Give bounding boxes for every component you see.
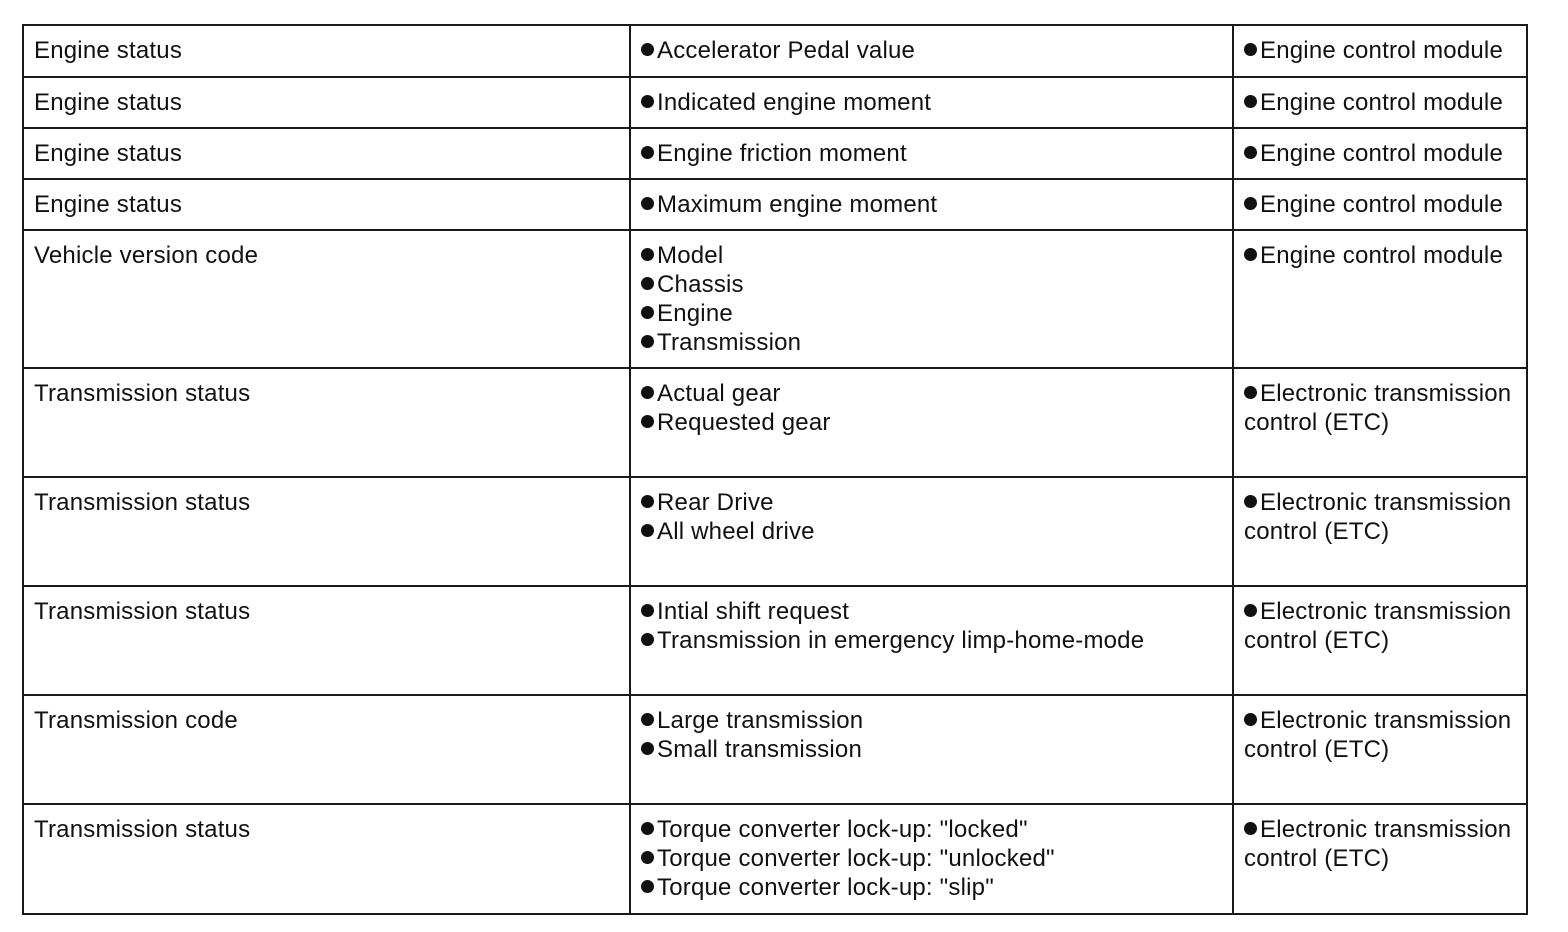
detail-item: Torque converter lock-up: "unlocked" [641, 844, 1222, 873]
detail-item: Maximum engine moment [641, 190, 1222, 219]
bullet-dot-icon [641, 822, 654, 835]
source-item: Electronic transmission control (ETC) [1244, 598, 1512, 654]
signal-cell [23, 368, 630, 477]
detail-item: Rear Drive [641, 488, 1222, 517]
signal-text: Engine status [34, 140, 183, 167]
signal-cell [23, 804, 630, 914]
details-cell [630, 586, 1233, 695]
table-row [23, 586, 1527, 695]
signal-text: Engine status [34, 89, 183, 116]
source-item: Electronic transmission control (ETC) [1244, 816, 1512, 872]
document-page [22, 24, 1526, 915]
source-cell [1233, 128, 1527, 179]
table-row [23, 25, 1527, 77]
signal-text: Engine status [34, 191, 183, 218]
detail-item: Torque converter lock-up: "locked" [641, 815, 1222, 844]
bullet-dot-icon [641, 851, 654, 864]
bullet-dot-icon [641, 633, 654, 646]
table-row [23, 128, 1527, 179]
source-cell [1233, 477, 1527, 586]
table-row [23, 477, 1527, 586]
source-item: Electronic transmission control (ETC) [1244, 707, 1512, 763]
source-cell [1233, 695, 1527, 804]
bullet-dot-icon [641, 248, 654, 261]
source-cell [1233, 586, 1527, 695]
detail-item: Intial shift request [641, 597, 1222, 626]
source-cell [1233, 368, 1527, 477]
bullet-dot-icon [1244, 43, 1257, 56]
bullet-dot-icon [641, 335, 654, 348]
details-cell [630, 77, 1233, 128]
source-item: Engine control module [1244, 241, 1516, 270]
bullet-dot-icon [641, 880, 654, 893]
bullet-dot-icon [641, 43, 654, 56]
bullet-dot-icon [641, 415, 654, 428]
bullet-dot-icon [641, 95, 654, 108]
source-item: Engine control module [1244, 36, 1516, 65]
signal-text: Engine status [34, 37, 183, 64]
bullet-dot-icon [641, 386, 654, 399]
signal-text: Transmission code [34, 707, 238, 734]
details-cell [630, 230, 1233, 368]
bullet-dot-icon [1244, 604, 1257, 617]
bullet-dot-icon [641, 306, 654, 319]
detail-item: Chassis [641, 270, 1222, 299]
source-cell [1233, 230, 1527, 368]
bullet-dot-icon [1244, 197, 1257, 210]
source-cell [1233, 179, 1527, 230]
signal-cell [23, 586, 630, 695]
bullet-dot-icon [641, 146, 654, 159]
bullet-dot-icon [641, 277, 654, 290]
details-cell [630, 128, 1233, 179]
source-item: Electronic transmission control (ETC) [1244, 380, 1512, 436]
bullet-dot-icon [641, 495, 654, 508]
detail-item: Transmission [641, 328, 1222, 357]
detail-item: Transmission in emergency limp-home-mode [641, 626, 1222, 655]
source-cell [1233, 25, 1527, 77]
signal-cell [23, 230, 630, 368]
table-row [23, 695, 1527, 804]
signal-cell [23, 179, 630, 230]
detail-item: Indicated engine moment [641, 88, 1222, 117]
bullet-dot-icon [1244, 95, 1257, 108]
source-item: Electronic transmission control (ETC) [1244, 489, 1512, 545]
detail-item: Model [641, 241, 1222, 270]
details-cell [630, 179, 1233, 230]
detail-item: Engine friction moment [641, 139, 1222, 168]
table-row [23, 179, 1527, 230]
source-cell [1233, 77, 1527, 128]
detail-item: All wheel drive [641, 517, 1222, 546]
detail-item: Engine [641, 299, 1222, 328]
signal-text: Transmission status [34, 489, 251, 516]
bullet-dot-icon [1244, 146, 1257, 159]
detail-item: Small transmission [641, 735, 1222, 764]
signal-text: Transmission status [34, 380, 251, 407]
signal-cell [23, 128, 630, 179]
bullet-dot-icon [1244, 713, 1257, 726]
signal-text: Vehicle version code [34, 242, 259, 269]
bullet-dot-icon [1244, 386, 1257, 399]
detail-item: Large transmission [641, 706, 1222, 735]
detail-item: Actual gear [641, 379, 1222, 408]
bullet-dot-icon [1244, 822, 1257, 835]
details-cell [630, 477, 1233, 586]
details-cell [630, 804, 1233, 914]
signal-cell [23, 25, 630, 77]
table-row [23, 77, 1527, 128]
source-item: Engine control module [1244, 88, 1516, 117]
bullet-dot-icon [641, 197, 654, 210]
bullet-dot-icon [641, 604, 654, 617]
detail-item: Accelerator Pedal value [641, 36, 1222, 65]
bullet-dot-icon [1244, 248, 1257, 261]
source-item: Engine control module [1244, 139, 1516, 168]
details-cell [630, 368, 1233, 477]
bullet-dot-icon [641, 524, 654, 537]
source-item: Engine control module [1244, 190, 1516, 219]
signal-cell [23, 477, 630, 586]
table-row [23, 230, 1527, 368]
details-cell [630, 695, 1233, 804]
signal-cell [23, 77, 630, 128]
detail-item: Torque converter lock-up: "slip" [641, 873, 1222, 902]
table-row [23, 368, 1527, 477]
source-cell [1233, 804, 1527, 914]
details-cell [630, 25, 1233, 77]
bullet-dot-icon [641, 742, 654, 755]
signal-table [22, 24, 1528, 915]
signal-text: Transmission status [34, 598, 251, 625]
detail-item: Requested gear [641, 408, 1222, 437]
table-row [23, 804, 1527, 914]
bullet-dot-icon [1244, 495, 1257, 508]
signal-cell [23, 695, 630, 804]
signal-text: Transmission status [34, 816, 251, 843]
bullet-dot-icon [641, 713, 654, 726]
